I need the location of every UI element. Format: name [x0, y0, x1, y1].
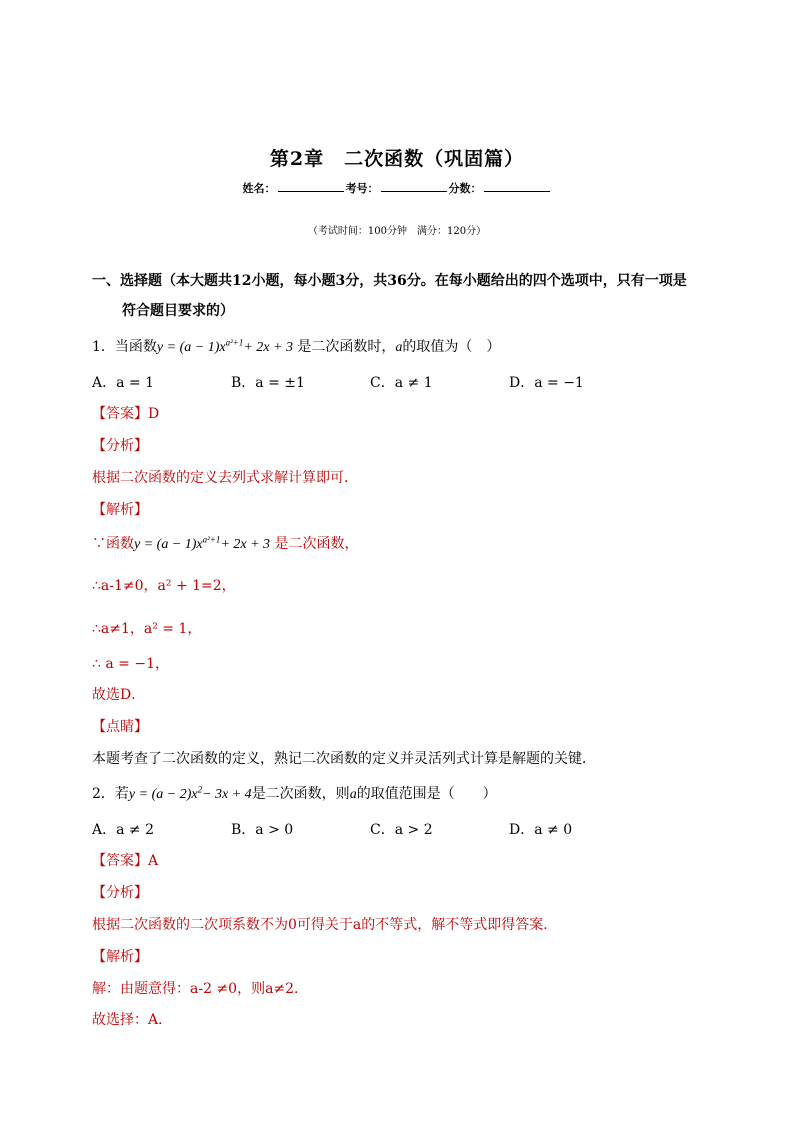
q2-stem	[92, 783, 497, 803]
name-blank[interactable]	[278, 181, 344, 192]
id-label: 考号：	[345, 182, 379, 195]
q1-solution-tag: 【解析】	[92, 502, 148, 518]
q1-option-a[interactable]: A．a = 1	[92, 375, 154, 391]
q1-solution-step4: ∴ a = −1，	[92, 656, 169, 672]
q1-option-d[interactable]: D．a = −1	[509, 375, 584, 391]
q1-stem-exponent: a²+1	[225, 337, 244, 348]
q1-stem-var: a	[395, 340, 403, 355]
q2-analysis-tag: 【分析】	[92, 885, 148, 901]
q1-solution-step2: ∴a-1≠0，a² + 1=2，	[92, 578, 236, 594]
q2-stem-function: y = (a − 2)x	[128, 787, 198, 802]
q2-stem-exponent: 2	[197, 784, 203, 795]
q2-solution-tag: 【解析】	[92, 949, 148, 965]
q1-stem-rest: + 2x + 3	[243, 340, 293, 355]
section-heading-line2: 符合题目要求的）	[122, 303, 234, 319]
q2-option-c[interactable]: C．a > 2	[370, 822, 433, 838]
q2-stem-var: a	[349, 787, 357, 802]
q1-comment-tag: 【点睛】	[92, 719, 148, 735]
q2-option-d[interactable]: D．a ≠ 0	[509, 822, 573, 838]
score-blank[interactable]	[484, 181, 550, 192]
q2-stem-suffix: 是二次函数，则	[251, 786, 350, 802]
q2-stem-rest: − 3x + 4	[202, 787, 252, 802]
q2-answer: 【答案】A	[92, 853, 159, 869]
q1-stem-end: 的取值为（ ）	[402, 339, 501, 355]
q2-solution-step2: 故选择：A．	[92, 1012, 173, 1028]
q1-sol1-function: y = (a − 1)x	[134, 537, 203, 552]
student-info-line	[0, 180, 794, 196]
document-title: 第2章 二次函数（巩固篇）	[269, 148, 525, 170]
q2-stem-prefix: 2．若	[92, 786, 129, 802]
q1-option-c[interactable]: C．a ≠ 1	[370, 375, 433, 391]
score-label: 分数：	[448, 182, 482, 195]
q1-stem-function: y = (a − 1)x	[156, 340, 226, 355]
q2-option-a[interactable]: A．a ≠ 2	[92, 822, 154, 838]
q2-solution-step1: 解：由题意得：a-2 ≠0，则a≠2．	[92, 981, 309, 997]
section-heading-line1: 一、选择题（本大题共12小题，每小题3分，共36分。在每小题给出的四个选项中，只有一项是	[92, 273, 687, 289]
q2-stem-end: 的取值范围是（ ）	[356, 786, 497, 802]
name-label: 姓名：	[242, 182, 276, 195]
q1-sol1-suffix: 是二次函数，	[274, 536, 359, 552]
exam-time: （考试时间：100分钟 满分：120分）	[307, 226, 487, 237]
q2-analysis: 根据二次函数的二次项系数不为0可得关于a的不等式，解不等式即得答案．	[92, 917, 558, 933]
q1-stem	[92, 336, 500, 356]
q1-analysis: 根据二次函数的定义去列式求解计算即可．	[92, 470, 358, 486]
q1-answer: 【答案】D	[92, 406, 160, 422]
q1-solution-step5: 故选D．	[92, 687, 146, 703]
q1-sol1-prefix: ∵函数	[92, 536, 134, 552]
id-blank[interactable]	[381, 181, 447, 192]
q1-analysis-tag: 【分析】	[92, 438, 148, 454]
q1-option-b[interactable]: B．a = ±1	[231, 375, 305, 391]
q1-sol1-exponent: a²+1	[202, 534, 221, 545]
q2-option-b[interactable]: B．a > 0	[231, 822, 294, 838]
q1-stem-suffix: 是二次函数时，	[297, 339, 396, 355]
q1-solution-step1	[92, 533, 359, 553]
q1-solution-step3: ∴a≠1，a² = 1，	[92, 621, 202, 637]
q1-sol1-rest: + 2x + 3	[220, 537, 271, 552]
q1-comment: 本题考查了二次函数的定义，熟记二次函数的定义并灵活列式计算是解题的关键．	[92, 751, 596, 767]
q1-stem-prefix: 1．当函数	[92, 339, 157, 355]
